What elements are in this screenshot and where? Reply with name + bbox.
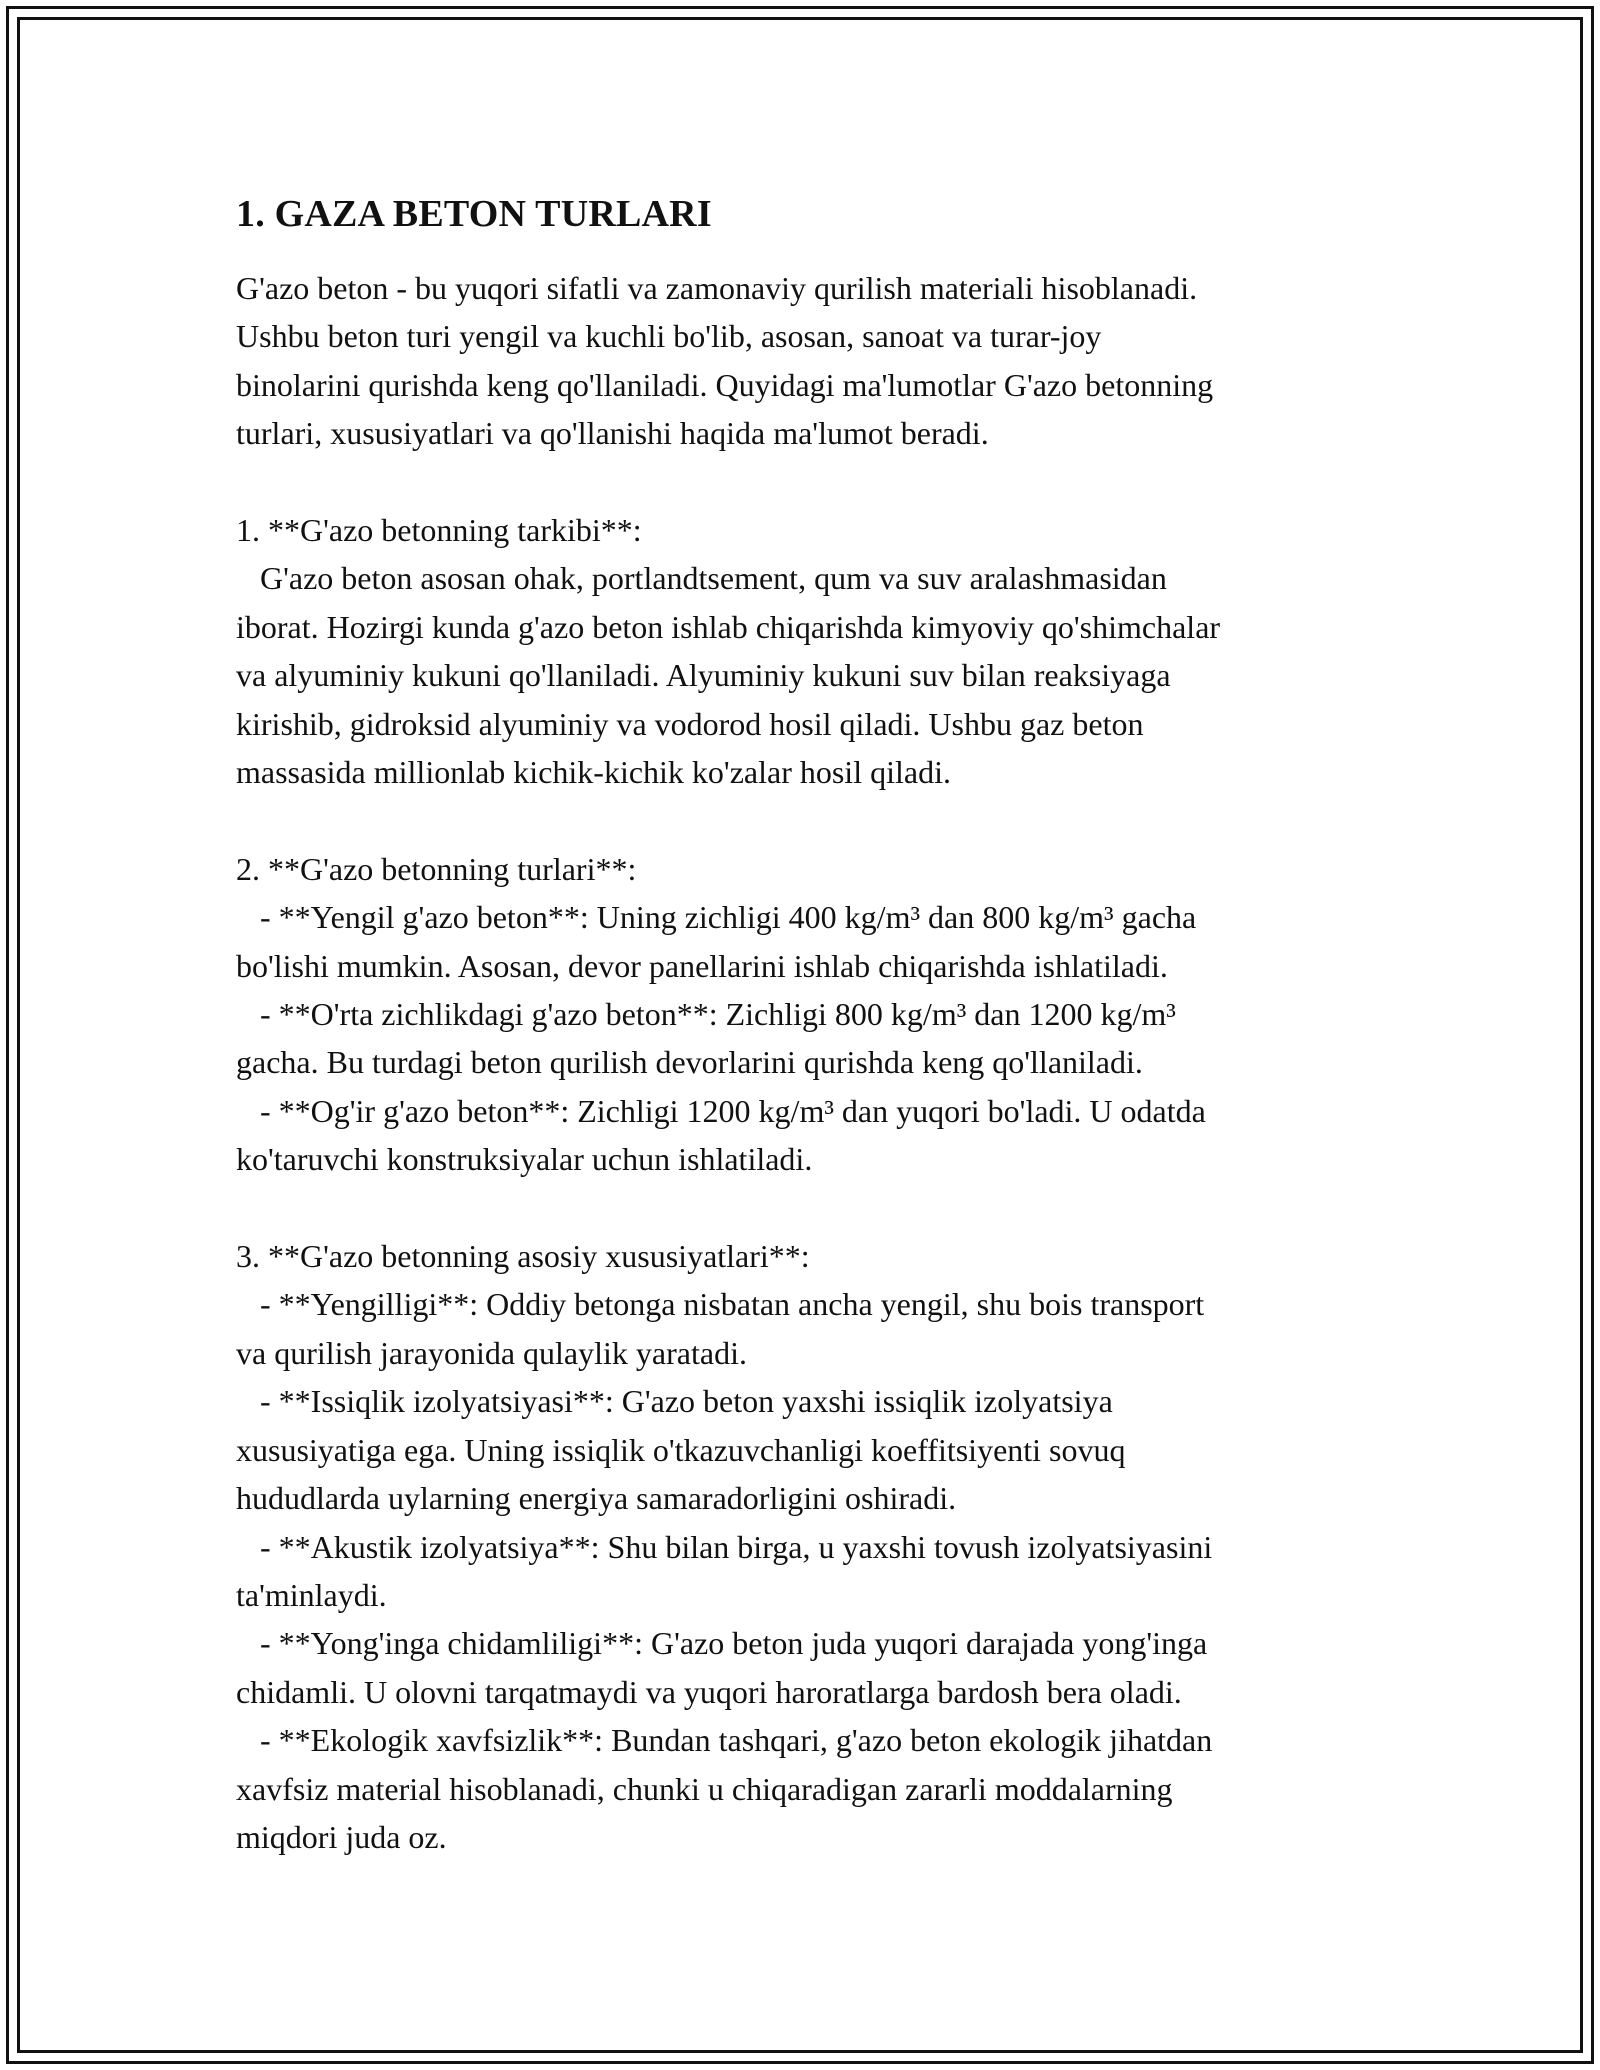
text-line: turlari, xususiyatlari va qo'llanishi haqida ma'lumot beradi. <box>236 415 989 452</box>
text-line: - **Yengil g'azo beton**: Uning zichligi 400 kg/m³ dan 800 kg/m³ gacha <box>236 899 1197 936</box>
text-line: G'azo beton asosan ohak, portlandtsement, qum va suv aralashmasidan <box>236 560 1167 597</box>
text-line: kirishib, gidroksid alyuminiy va vodorod hosil qiladi. Ushbu gaz beton <box>236 705 1144 742</box>
text-line: - **Ekologik xavfsizlik**: Bundan tashqari, g'azo beton ekologik jihatdan <box>236 1722 1213 1759</box>
text-line: chidamli. U olovni tarqatmaydi va yuqori haroratlarga bardosh bera oladi. <box>236 1673 1182 1710</box>
document-text <box>236 264 1376 1861</box>
text-line: ko'taruvchi konstruksiyalar uchun ishlatiladi. <box>236 1141 813 1178</box>
text-line: G'azo beton - bu yuqori sifatli va zamonaviy qurilish materiali hisoblanadi. <box>236 270 1198 306</box>
text-line: bo'lishi mumkin. Asosan, devor panellarini ishlab chiqarishda ishlatiladi. <box>236 947 1168 984</box>
page-title: 1. GAZA BETON TURLARI <box>236 193 712 235</box>
text-line: binolarini qurishda keng qo'llaniladi. Quyidagi ma'lumotlar G'azo betonning <box>236 366 1214 403</box>
blank-line <box>236 458 1376 506</box>
text-line: hududlarda uylarning energiya samaradorligini oshiradi. <box>236 1480 957 1517</box>
text-line: Ushbu beton turi yengil va kuchli bo'lib, asosan, sanoat va turar-joy <box>236 318 1102 355</box>
text-line: xususiyatiga ega. Uning issiqlik o'tkazuvchanligi koeffitsiyenti sovuq <box>236 1431 1126 1468</box>
text-line: va qurilish jarayonida qulaylik yaratadi. <box>236 1334 747 1371</box>
text-line: 2. **G'azo betonning turlari**: <box>236 850 637 887</box>
text-line: - **Yengilligi**: Oddiy betonga nisbatan ancha yengil, shu bois transport <box>236 1286 1205 1323</box>
text-line: iborat. Hozirgi kunda g'azo beton ishlab chiqarishda kimyoviy qo'shimchalar <box>236 608 1221 645</box>
text-line: - **Akustik izolyatsiya**: Shu bilan birga, u yaxshi tovush izolyatsiyasini <box>236 1528 1213 1565</box>
text-line: - **O'rta zichlikdagi g'azo beton**: Zichligi 800 kg/m³ dan 1200 kg/m³ <box>236 996 1176 1033</box>
text-line: ta'minlaydi. <box>236 1576 387 1613</box>
text-line: gacha. Bu turdagi beton qurilish devorlarini qurishda keng qo'llaniladi. <box>236 1044 1143 1081</box>
blank-line <box>236 1184 1376 1232</box>
text-line: va alyuminiy kukuni qo'llaniladi. Alyuminiy kukuni suv bilan reaksiyaga <box>236 657 1171 694</box>
blank-line <box>236 796 1376 844</box>
text-line: massasida millionlab kichik-kichik ko'zalar hosil qiladi. <box>236 754 951 791</box>
text-line: - **Issiqlik izolyatsiyasi**: G'azo beton yaxshi issiqlik izolyatsiya <box>236 1383 1113 1420</box>
text-line: 3. **G'azo betonning asosiy xususiyatlari**: <box>236 1238 810 1275</box>
text-line: - **Og'ir g'azo beton**: Zichligi 1200 kg/m³ dan yuqori bo'ladi. U odatda <box>236 1092 1206 1129</box>
text-line: miqdori juda oz. <box>236 1818 447 1855</box>
text-line: - **Yong'inga chidamliligi**: G'azo beton juda yuqori darajada yong'inga <box>236 1625 1208 1662</box>
text-line: 1. **G'azo betonning tarkibi**: <box>236 512 642 549</box>
document-body <box>236 190 1376 1861</box>
text-line: xavfsiz material hisoblanadi, chunki u chiqaradigan zararli moddalarning <box>236 1770 1173 1807</box>
